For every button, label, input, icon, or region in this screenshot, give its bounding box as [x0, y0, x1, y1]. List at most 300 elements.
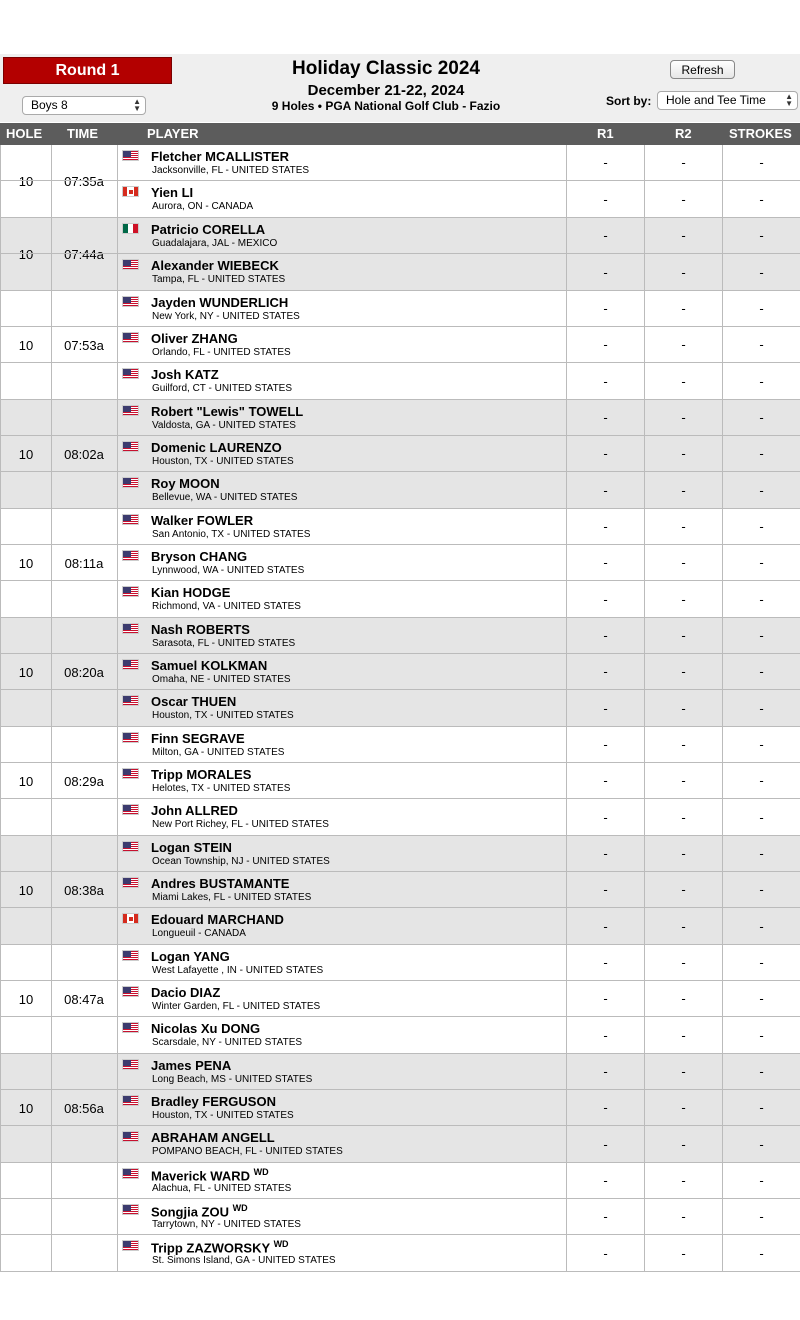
- player-location: Orlando, FL - UNITED STATES: [152, 347, 291, 358]
- r1-score: -: [566, 472, 644, 508]
- r1-score: -: [566, 1090, 644, 1125]
- r2-score: -: [644, 1163, 722, 1198]
- player-row[interactable]: [0, 545, 800, 581]
- tee-group: [0, 145, 800, 218]
- col-strokes[interactable]: STROKES: [729, 126, 792, 141]
- group-tee-time: 08:38a: [51, 836, 118, 944]
- r1-score: -: [566, 327, 644, 362]
- player-row[interactable]: [0, 763, 800, 799]
- player-name[interactable]: [151, 549, 247, 564]
- player-location: Houston, TX - UNITED STATES: [152, 456, 294, 467]
- ca-flag-icon: [122, 913, 139, 924]
- player-location: Alachua, FL - UNITED STATES: [152, 1183, 292, 1194]
- player-location: Houston, TX - UNITED STATES: [152, 1110, 294, 1121]
- player-row[interactable]: [0, 1235, 800, 1271]
- r2-score: -: [644, 145, 722, 180]
- player-name-text: Andres BUSTAMANTE: [151, 876, 290, 891]
- strokes-total: -: [722, 1235, 800, 1271]
- player-location: Tampa, FL - UNITED STATES: [152, 274, 286, 285]
- r2-score: -: [644, 1126, 722, 1162]
- us-flag-icon: [122, 586, 139, 597]
- r2-score: -: [644, 1199, 722, 1234]
- col-r2[interactable]: R2: [675, 126, 692, 141]
- r1-score: -: [566, 1054, 644, 1089]
- player-row[interactable]: [0, 436, 800, 472]
- player-name-text: Patricio CORELLA: [151, 222, 266, 237]
- r1-score: -: [566, 436, 644, 471]
- player-row[interactable]: [0, 218, 800, 254]
- strokes-total: -: [722, 327, 800, 362]
- player-name[interactable]: [151, 367, 219, 382]
- player-name[interactable]: [151, 1167, 269, 1183]
- r2-score: -: [644, 654, 722, 689]
- r1-score: -: [566, 654, 644, 689]
- player-name[interactable]: [151, 912, 284, 927]
- strokes-total: -: [722, 218, 800, 253]
- r2-score: -: [644, 472, 722, 508]
- player-name[interactable]: [151, 767, 251, 782]
- us-flag-icon: [122, 296, 139, 307]
- strokes-total: -: [722, 254, 800, 290]
- tee-group: [0, 945, 800, 1054]
- group-hole: 10: [0, 218, 52, 290]
- player-location: Aurora, ON - CANADA: [152, 201, 254, 212]
- player-location: New Port Richey, FL - UNITED STATES: [152, 819, 329, 830]
- group-tee-time: 08:29a: [51, 727, 118, 835]
- tee-group: [0, 291, 800, 400]
- player-name-text: Nicolas Xu DONG: [151, 1021, 261, 1036]
- player-name[interactable]: [151, 440, 282, 455]
- withdrawn-badge: WD: [232, 1203, 248, 1213]
- r1-score: -: [566, 981, 644, 1016]
- table-header: [0, 123, 800, 145]
- us-flag-icon: [122, 1131, 139, 1142]
- player-row[interactable]: [0, 472, 800, 508]
- player-location: Tarrytown, NY - UNITED STATES: [152, 1219, 301, 1230]
- tee-group: [0, 218, 800, 291]
- group-hole: 10: [0, 945, 52, 1053]
- tee-times-table: [0, 123, 800, 1272]
- r1-score: -: [566, 727, 644, 762]
- withdrawn-badge: WD: [253, 1167, 269, 1177]
- player-row[interactable]: [0, 618, 800, 654]
- col-player[interactable]: PLAYER: [147, 126, 199, 141]
- group-tee-time: 07:53a: [51, 291, 118, 399]
- strokes-total: -: [722, 363, 800, 399]
- us-flag-icon: [122, 1022, 139, 1033]
- r1-score: -: [566, 1163, 644, 1198]
- us-flag-icon: [122, 768, 139, 779]
- group-tee-time: 07:44a: [51, 218, 118, 290]
- player-name-text: Yien LI: [151, 185, 194, 200]
- group-tee-time: 08:47a: [51, 945, 118, 1053]
- col-time[interactable]: TIME: [67, 126, 99, 141]
- col-r1[interactable]: R1: [597, 126, 614, 141]
- strokes-total: -: [722, 400, 800, 435]
- us-flag-icon: [122, 477, 139, 488]
- player-location: Jacksonville, FL - UNITED STATES: [152, 165, 310, 176]
- us-flag-icon: [122, 623, 139, 634]
- r1-score: -: [566, 581, 644, 617]
- player-location: San Antonio, TX - UNITED STATES: [152, 529, 311, 540]
- r2-score: -: [644, 254, 722, 290]
- r1-score: -: [566, 181, 644, 217]
- player-location: Omaha, NE - UNITED STATES: [152, 674, 291, 685]
- player-name[interactable]: [151, 149, 289, 164]
- player-row[interactable]: [0, 1199, 800, 1235]
- col-hole[interactable]: HOLE: [6, 126, 43, 141]
- r2-score: -: [644, 436, 722, 471]
- strokes-total: -: [722, 654, 800, 689]
- us-flag-icon: [122, 259, 139, 270]
- player-location: Scarsdale, NY - UNITED STATES: [152, 1037, 303, 1048]
- player-row[interactable]: [0, 1090, 800, 1126]
- player-location: Milton, GA - UNITED STATES: [152, 747, 285, 758]
- player-name-text: John ALLRED: [151, 803, 238, 818]
- player-location: POMPANO BEACH, FL - UNITED STATES: [152, 1146, 343, 1157]
- us-flag-icon: [122, 332, 139, 343]
- group-hole: 10: [0, 727, 52, 835]
- us-flag-icon: [122, 804, 139, 815]
- r1-score: -: [566, 618, 644, 653]
- player-name-text: Dacio DIAZ: [151, 985, 221, 1000]
- player-name[interactable]: [151, 622, 250, 637]
- player-name-text: Robert "Lewis" TOWELL: [151, 404, 304, 419]
- r2-score: -: [644, 618, 722, 653]
- r1-score: -: [566, 400, 644, 435]
- r2-score: -: [644, 836, 722, 871]
- group-hole: 10: [0, 291, 52, 399]
- r2-score: -: [644, 400, 722, 435]
- player-name[interactable]: [151, 694, 236, 709]
- player-row[interactable]: [0, 145, 800, 181]
- player-name-text: Bradley FERGUSON: [151, 1094, 276, 1109]
- player-name-text: Logan YANG: [151, 949, 230, 964]
- strokes-total: -: [722, 509, 800, 544]
- player-row[interactable]: [0, 1017, 800, 1053]
- group-tee-time: 08:11a: [51, 509, 118, 617]
- player-name[interactable]: [151, 1203, 248, 1219]
- player-name[interactable]: [151, 1021, 260, 1036]
- player-location: Helotes, TX - UNITED STATES: [152, 783, 291, 794]
- select-arrows-icon: ▲ ▼: [785, 92, 793, 108]
- player-location: Valdosta, GA - UNITED STATES: [152, 420, 296, 431]
- player-row[interactable]: [0, 799, 800, 835]
- group-tee-time: 08:02a: [51, 400, 118, 508]
- sort-value: Hole and Tee Time: [666, 93, 766, 107]
- mx-flag-icon: [122, 223, 139, 234]
- tee-group: [0, 1163, 800, 1272]
- player-row[interactable]: [0, 363, 800, 399]
- strokes-total: -: [722, 1163, 800, 1198]
- strokes-total: -: [722, 981, 800, 1016]
- player-row[interactable]: [0, 654, 800, 690]
- strokes-total: -: [722, 181, 800, 217]
- us-flag-icon: [122, 877, 139, 888]
- player-name[interactable]: [151, 1058, 231, 1073]
- us-flag-icon: [122, 441, 139, 452]
- player-name[interactable]: [151, 1094, 276, 1109]
- player-name-text: Oliver ZHANG: [151, 331, 238, 346]
- group-tee-time: 08:20a: [51, 618, 118, 726]
- player-row[interactable]: [0, 1126, 800, 1162]
- player-row[interactable]: [0, 836, 800, 872]
- player-row[interactable]: [0, 400, 800, 436]
- player-name[interactable]: [151, 985, 220, 1000]
- player-row[interactable]: [0, 1054, 800, 1090]
- event-header: [0, 54, 800, 122]
- strokes-total: -: [722, 472, 800, 508]
- r2-score: -: [644, 363, 722, 399]
- player-name[interactable]: [151, 476, 220, 491]
- us-flag-icon: [122, 1095, 139, 1106]
- player-name[interactable]: [151, 295, 288, 310]
- r2-score: -: [644, 291, 722, 326]
- player-name-text: Tripp ZAZWORSKY: [151, 1240, 270, 1256]
- player-name[interactable]: [151, 585, 230, 600]
- player-row[interactable]: [0, 727, 800, 763]
- player-location: Richmond, VA - UNITED STATES: [152, 601, 301, 612]
- player-name[interactable]: [151, 840, 232, 855]
- player-location: Guilford, CT - UNITED STATES: [152, 383, 293, 394]
- r1-score: -: [566, 291, 644, 326]
- us-flag-icon: [122, 732, 139, 743]
- strokes-total: -: [722, 1199, 800, 1234]
- r2-score: -: [644, 327, 722, 362]
- player-name-text: Bryson CHANG: [151, 549, 248, 564]
- player-name-text: Domenic LAURENZO: [151, 440, 282, 455]
- r1-score: -: [566, 1235, 644, 1271]
- player-name[interactable]: [151, 803, 238, 818]
- player-row[interactable]: [0, 581, 800, 617]
- player-row[interactable]: [0, 181, 800, 217]
- player-name[interactable]: [151, 1239, 289, 1255]
- sort-label: Sort by:: [606, 94, 652, 108]
- player-name-text: Oscar THUEN: [151, 694, 237, 709]
- player-name-text: Edouard MARCHAND: [151, 912, 284, 927]
- player-name-text: Fletcher MCALLISTER: [151, 149, 289, 164]
- player-name-text: Samuel KOLKMAN: [151, 658, 268, 673]
- group-hole: 10: [0, 836, 52, 944]
- player-name[interactable]: [151, 185, 193, 200]
- player-location: Lynnwood, WA - UNITED STATES: [152, 565, 305, 576]
- r1-score: -: [566, 145, 644, 180]
- group-hole: 10: [0, 1054, 52, 1162]
- strokes-total: -: [722, 291, 800, 326]
- group-hole: 10: [0, 618, 52, 726]
- r1-score: -: [566, 690, 644, 726]
- player-location: Ocean Township, NJ - UNITED STATES: [152, 856, 330, 867]
- player-name-text: Walker FOWLER: [151, 513, 254, 528]
- event-dates: December 21-22, 2024: [307, 82, 465, 99]
- player-name-text: Alexander WIEBECK: [151, 258, 279, 273]
- r2-score: -: [644, 945, 722, 980]
- r1-score: -: [566, 218, 644, 253]
- group-hole: 10: [0, 400, 52, 508]
- player-name[interactable]: [151, 876, 289, 891]
- player-name[interactable]: [151, 404, 303, 419]
- player-row[interactable]: [0, 908, 800, 944]
- player-location: Houston, TX - UNITED STATES: [152, 710, 294, 721]
- ca-flag-icon: [122, 186, 139, 197]
- player-name-text: James PENA: [151, 1058, 232, 1073]
- player-name-text: Kian HODGE: [151, 585, 231, 600]
- player-name[interactable]: [151, 731, 245, 746]
- us-flag-icon: [122, 150, 139, 161]
- r2-score: -: [644, 872, 722, 907]
- strokes-total: -: [722, 872, 800, 907]
- r1-score: -: [566, 509, 644, 544]
- player-row[interactable]: [0, 509, 800, 545]
- us-flag-icon: [122, 514, 139, 525]
- withdrawn-badge: WD: [273, 1239, 289, 1249]
- strokes-total: -: [722, 618, 800, 653]
- r2-score: -: [644, 1017, 722, 1053]
- player-location: Bellevue, WA - UNITED STATES: [152, 492, 298, 503]
- player-row[interactable]: [0, 872, 800, 908]
- player-row[interactable]: [0, 690, 800, 726]
- groups-container: [0, 145, 800, 1272]
- tee-group: [0, 618, 800, 727]
- round-tab[interactable]: Round 1: [3, 57, 172, 84]
- player-location: West Lafayette , IN - UNITED STATES: [152, 965, 324, 976]
- player-name[interactable]: [151, 513, 253, 528]
- strokes-total: -: [722, 1054, 800, 1089]
- group-tee-time: 08:56a: [51, 1054, 118, 1162]
- strokes-total: -: [722, 836, 800, 871]
- refresh-button[interactable]: Refresh: [670, 60, 735, 79]
- player-name-text: Jayden WUNDERLICH: [151, 295, 289, 310]
- r1-score: -: [566, 545, 644, 580]
- player-name[interactable]: [151, 331, 238, 346]
- player-row[interactable]: [0, 291, 800, 327]
- player-name-text: Roy MOON: [151, 476, 220, 491]
- player-row[interactable]: [0, 945, 800, 981]
- player-location: New York, NY - UNITED STATES: [152, 311, 300, 322]
- us-flag-icon: [122, 405, 139, 416]
- player-location: Long Beach, MS - UNITED STATES: [152, 1074, 313, 1085]
- strokes-total: -: [722, 1090, 800, 1125]
- us-flag-icon: [122, 986, 139, 997]
- r1-score: -: [566, 254, 644, 290]
- r2-score: -: [644, 799, 722, 835]
- r2-score: -: [644, 727, 722, 762]
- player-name-text: Logan STEIN: [151, 840, 232, 855]
- division-select[interactable]: [22, 96, 146, 115]
- strokes-total: -: [722, 727, 800, 762]
- player-row[interactable]: [0, 981, 800, 1017]
- us-flag-icon: [122, 695, 139, 706]
- player-location: Longueuil - CANADA: [152, 928, 246, 939]
- strokes-total: -: [722, 799, 800, 835]
- group-hole: 10: [0, 509, 52, 617]
- course-info: 9 Holes • PGA National Golf Club - Fazio: [271, 99, 501, 113]
- r1-score: -: [566, 836, 644, 871]
- strokes-total: -: [722, 1017, 800, 1053]
- r1-score: -: [566, 945, 644, 980]
- r2-score: -: [644, 1054, 722, 1089]
- r2-score: -: [644, 981, 722, 1016]
- tee-group: [0, 509, 800, 618]
- select-arrows-icon: ▲ ▼: [133, 97, 141, 113]
- page-title: Holiday Classic 2024: [292, 58, 480, 79]
- r1-score: -: [566, 1017, 644, 1053]
- r2-score: -: [644, 690, 722, 726]
- player-location: Miami Lakes, FL - UNITED STATES: [152, 892, 312, 903]
- player-name-text: Finn SEGRAVE: [151, 731, 245, 746]
- sort-select[interactable]: [657, 91, 798, 110]
- player-row[interactable]: [0, 327, 800, 363]
- r2-score: -: [644, 581, 722, 617]
- strokes-total: -: [722, 436, 800, 471]
- us-flag-icon: [122, 1204, 139, 1215]
- player-name-text: Songjia ZOU: [151, 1204, 229, 1220]
- r2-score: -: [644, 181, 722, 217]
- r1-score: -: [566, 1126, 644, 1162]
- r1-score: -: [566, 763, 644, 798]
- player-name-text: Josh KATZ: [151, 367, 219, 382]
- us-flag-icon: [122, 841, 139, 852]
- player-location: St. Simons Island, GA - UNITED STATES: [152, 1255, 336, 1266]
- tee-group: [0, 727, 800, 836]
- r2-score: -: [644, 908, 722, 944]
- player-name[interactable]: [151, 949, 230, 964]
- player-name-text: Nash ROBERTS: [151, 622, 250, 637]
- group-tee-time: 07:35a: [51, 145, 118, 217]
- player-name[interactable]: [151, 658, 267, 673]
- r1-score: -: [566, 799, 644, 835]
- player-row[interactable]: [0, 254, 800, 290]
- us-flag-icon: [122, 950, 139, 961]
- r1-score: -: [566, 872, 644, 907]
- us-flag-icon: [122, 550, 139, 561]
- r2-score: -: [644, 1090, 722, 1125]
- r1-score: -: [566, 363, 644, 399]
- strokes-total: -: [722, 908, 800, 944]
- division-value: Boys 8: [31, 98, 68, 112]
- player-location: Winter Garden, FL - UNITED STATES: [152, 1001, 321, 1012]
- tee-group: [0, 1054, 800, 1163]
- strokes-total: -: [722, 581, 800, 617]
- us-flag-icon: [122, 368, 139, 379]
- strokes-total: -: [722, 945, 800, 980]
- group-hole: 10: [0, 145, 52, 217]
- us-flag-icon: [122, 659, 139, 670]
- tee-group: [0, 836, 800, 945]
- strokes-total: -: [722, 545, 800, 580]
- player-name-text: Tripp MORALES: [151, 767, 252, 782]
- us-flag-icon: [122, 1240, 139, 1251]
- strokes-total: -: [722, 145, 800, 180]
- r2-score: -: [644, 218, 722, 253]
- player-name-text: Maverick WARD: [151, 1168, 250, 1184]
- us-flag-icon: [122, 1059, 139, 1070]
- us-flag-icon: [122, 1168, 139, 1179]
- player-location: Sarasota, FL - UNITED STATES: [152, 638, 296, 649]
- player-row[interactable]: [0, 1163, 800, 1199]
- r1-score: -: [566, 908, 644, 944]
- player-location: Guadalajara, JAL - MEXICO: [152, 238, 278, 249]
- player-name[interactable]: [151, 258, 279, 273]
- strokes-total: -: [722, 1126, 800, 1162]
- player-name[interactable]: [151, 222, 265, 237]
- r2-score: -: [644, 509, 722, 544]
- r2-score: -: [644, 763, 722, 798]
- player-name[interactable]: [151, 1130, 275, 1145]
- r1-score: -: [566, 1199, 644, 1234]
- r2-score: -: [644, 545, 722, 580]
- tee-group: [0, 400, 800, 509]
